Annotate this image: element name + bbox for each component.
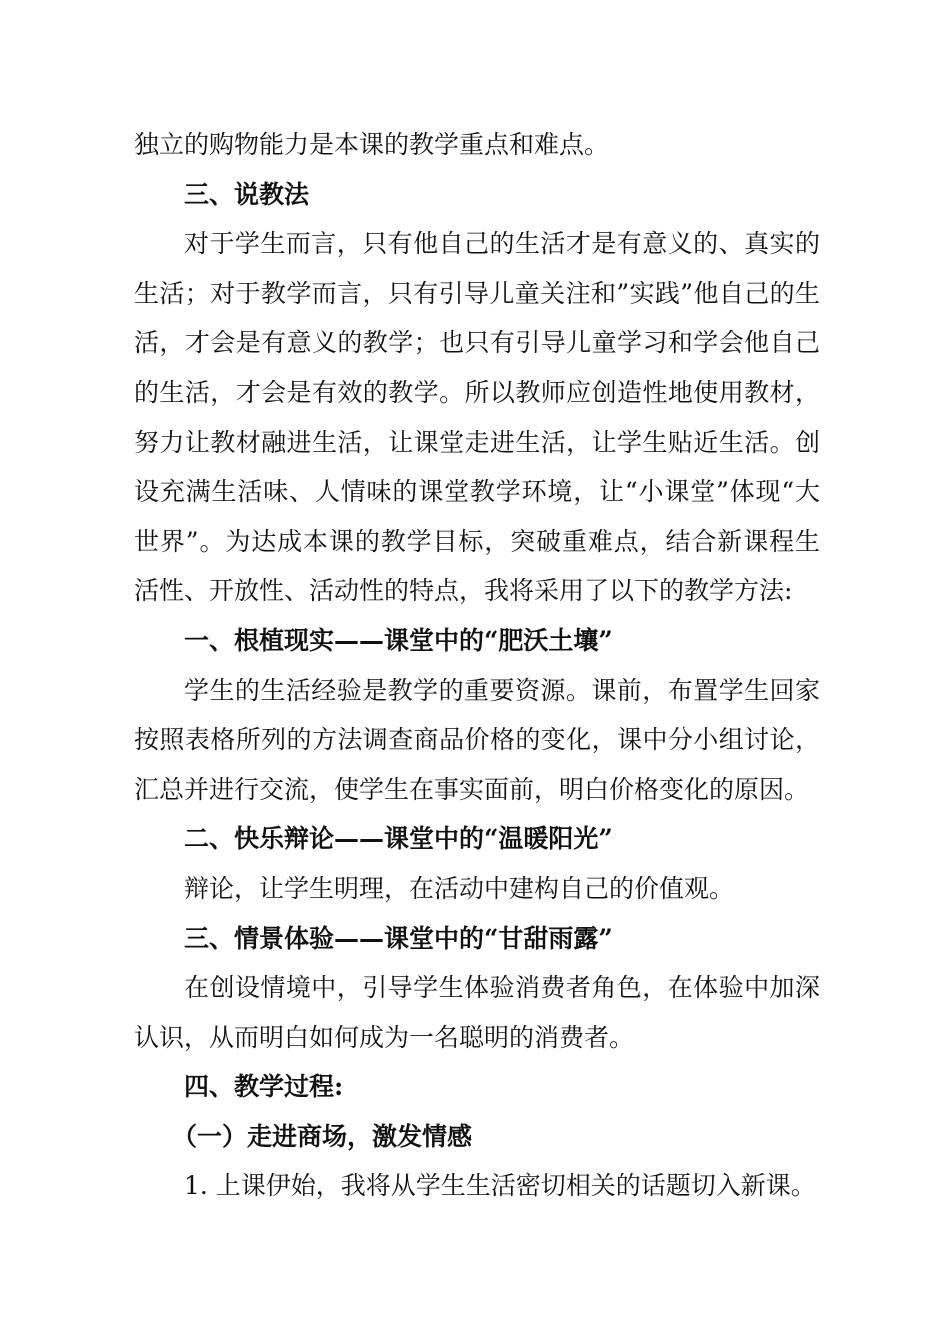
heading-method-one: 一、根植现实——课堂中的“肥沃土壤” [184, 625, 613, 655]
paragraph-teaching-method: 对于学生而言，只有他自己的生活才是有意义的、真实的生活；对于教学而言，只有引导儿童关注和”实践”他自己的生活，才会是有意义的教学；也只有引导儿童学习和学会他自己的生活，才会是有效的教学。所以教师应创造性地使用教材，努力让教材融进生活，让课堂走进生活，让学生贴近生活。创设充满生活味、人情味的课堂教学环境，让“小课堂”体现“大世界”。为达成本课的教学目标，突破重难点，结合新课程生活性、开放性、活动性的特点，我将采用了以下的教学方法: [134, 229, 820, 606]
heading-method-three: 三、情景体验——课堂中的“甘甜雨露” [184, 923, 613, 953]
heading-teaching-method: 三、说教法 [184, 179, 310, 209]
paragraph-step-one: 1. 上课伊始，我将从学生生活密切相关的话题切入新课。 [184, 1171, 816, 1201]
heading-method-two: 二、快乐辩论——课堂中的“温暖阳光” [184, 824, 613, 854]
paragraph-method-two: 辩论，让学生明理，在活动中建构自己的价值观。 [184, 873, 735, 903]
document-body [134, 120, 820, 1211]
paragraph-previous-end: 独立的购物能力是本课的教学重点和难点。 [134, 130, 610, 159]
heading-teaching-process: 四、教学过程: [184, 1072, 344, 1102]
heading-step-one: （一）走进商场，激发情感 [172, 1121, 473, 1151]
paragraph-method-three: 在创设情境中，引导学生体验消费者角色，在体验中加深认识，从而明白如何成为一名聪明的消费者。 [134, 973, 820, 1052]
paragraph-method-one: 学生的生活经验是教学的重要资源。课前，布置学生回家按照表格所列的方法调查商品价格的变化，课中分小组讨论，汇总并进行交流，使学生在事实面前，明白价格变化的原因。 [134, 675, 820, 804]
